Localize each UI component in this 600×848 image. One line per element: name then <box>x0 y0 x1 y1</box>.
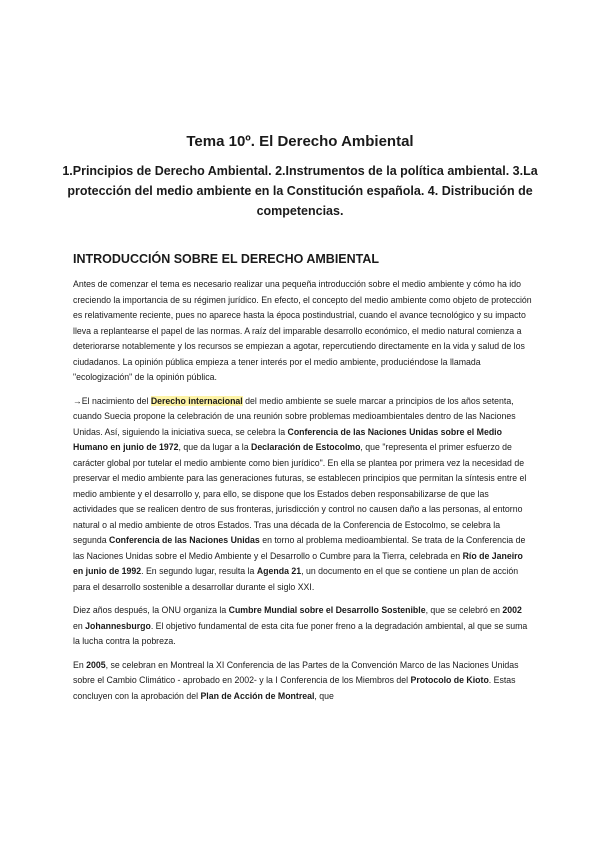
text-run: del medio ambiente se suele marcar a principios de los años setenta, cuando Suecia propone la celebración de una reunión sobre problemas medioambientales dentro de las Naciones Unidas. Así, siguiendo la iniciativa sueca, se celebra la <box>73 395 516 437</box>
bold-text: Plan de Acción de Montreal <box>200 690 315 701</box>
page-subtitle: 1.Principios de Derecho Ambiental. 2.Instrumentos de la política ambiental. 3.La protección del medio ambiente en la Constitución española. 4. Distribución de competencias. <box>62 164 538 218</box>
bold-text: 2005 <box>86 659 106 670</box>
bold-text: Agenda 21 <box>256 566 302 576</box>
body-paragraph <box>73 394 532 596</box>
text-run: , que se celebró en <box>425 605 503 615</box>
document-body <box>73 277 532 712</box>
bold-text: Derecho internacional <box>150 395 243 406</box>
body-paragraph <box>73 603 532 650</box>
bold-text: Johannesburgo <box>85 620 151 631</box>
body-paragraph <box>73 277 532 386</box>
page-title: Tema 10º. El Derecho Ambiental <box>186 133 414 150</box>
bold-text: 2002 <box>502 605 522 615</box>
text-run: en torno al problema medioambiental. Se trata de la Conferencia de las Naciones Unidas sobre el Medio Ambiente y el Desarrollo o Cumbre para la Tierra, celebrada en <box>73 535 526 561</box>
section-heading: INTRODUCCIÓN SOBRE EL DERECHO AMBIENTAL <box>73 252 380 266</box>
text-run: . En segundo lugar, resulta la <box>141 566 257 576</box>
text-run: en <box>73 620 86 631</box>
text-run: . El objetivo fundamental de esta cita fue poner freno a la degradación ambiental, al que se suma la lucha contra la pobreza. <box>73 620 528 646</box>
text-run: , que <box>314 690 334 701</box>
text-run: Antes de comenzar el tema es necesario realizar una pequeña introducción sobre el medio ambiente y cómo ha ido creciendo la importancia de su régimen jurídico. En efecto, el concepto del medio ambiente como objeto de protección es relativamente reciente, pues no aparece hasta la época postindustrial, cuando el avance tecnológico y su impacto lleva a replantearse el papel de las normas. A raíz del imparable desarrollo económico, el medio natural comienza a deteriorarse notablemente y los recursos se empiezan a agotar, repercutiendo directamente en la vida y salud de los ciudadanos. La opinión pública empieza a tener interés por el medio ambiente, produciéndose la llamada "ecologización" de la opinión pública. <box>73 279 532 382</box>
text-run: , que da lugar a la <box>178 442 251 452</box>
text-run: , un documento en el que se contiene un plan de acción para el desarrollo sostenible a desarrollar durante el siglo XXI. <box>73 566 519 592</box>
bold-text: Río de Janeiro en junio de 1992 <box>73 550 523 576</box>
bold-text: Conferencia de las Naciones Unidas sobre el Medio Humano en junio de 1972 <box>73 426 502 452</box>
text-run: , que "representa el primer esfuerzo de carácter global por tutelar el medio ambiente como bien jurídico". En ella se plantea por primera vez la necesidad de preservar el medio ambiente para las generaciones futuras, se establecen principios que permitan la síntesis entre el medio ambiente y el desarrollo y, para ello, se dispone que los Estados deben responsabilizarse de que las actividades que se realicen dentro de sus fronteras, jurisdicción y control no causen daño a las personas, al entorno natural o al medio ambiente de otros Estados. Tras una década de la Conferencia de Estocolmo, se celebra la segunda <box>73 442 527 545</box>
bold-text: Declaración de Estocolmo <box>251 442 361 452</box>
text-run: →El nacimiento del <box>73 395 151 406</box>
text-run: . Estas concluyen con la aprobación del <box>73 675 516 701</box>
bold-text: Protocolo de Kioto <box>410 675 489 685</box>
text-run: , se celebran en Montreal la XI Conferencia de las Partes de la Convención Marco de las Naciones Unidas sobre el Cambio Climático - aprobado en 2002- y la I Conferencia de los Miembros del <box>73 659 519 685</box>
body-paragraph <box>73 658 532 705</box>
text-run: En <box>73 659 87 670</box>
bold-text: Conferencia de las Naciones Unidas <box>109 535 260 545</box>
text-run: Diez años después, la ONU organiza la <box>73 605 229 615</box>
bold-text: Cumbre Mundial sobre el Desarrollo Sostenible <box>228 605 426 615</box>
